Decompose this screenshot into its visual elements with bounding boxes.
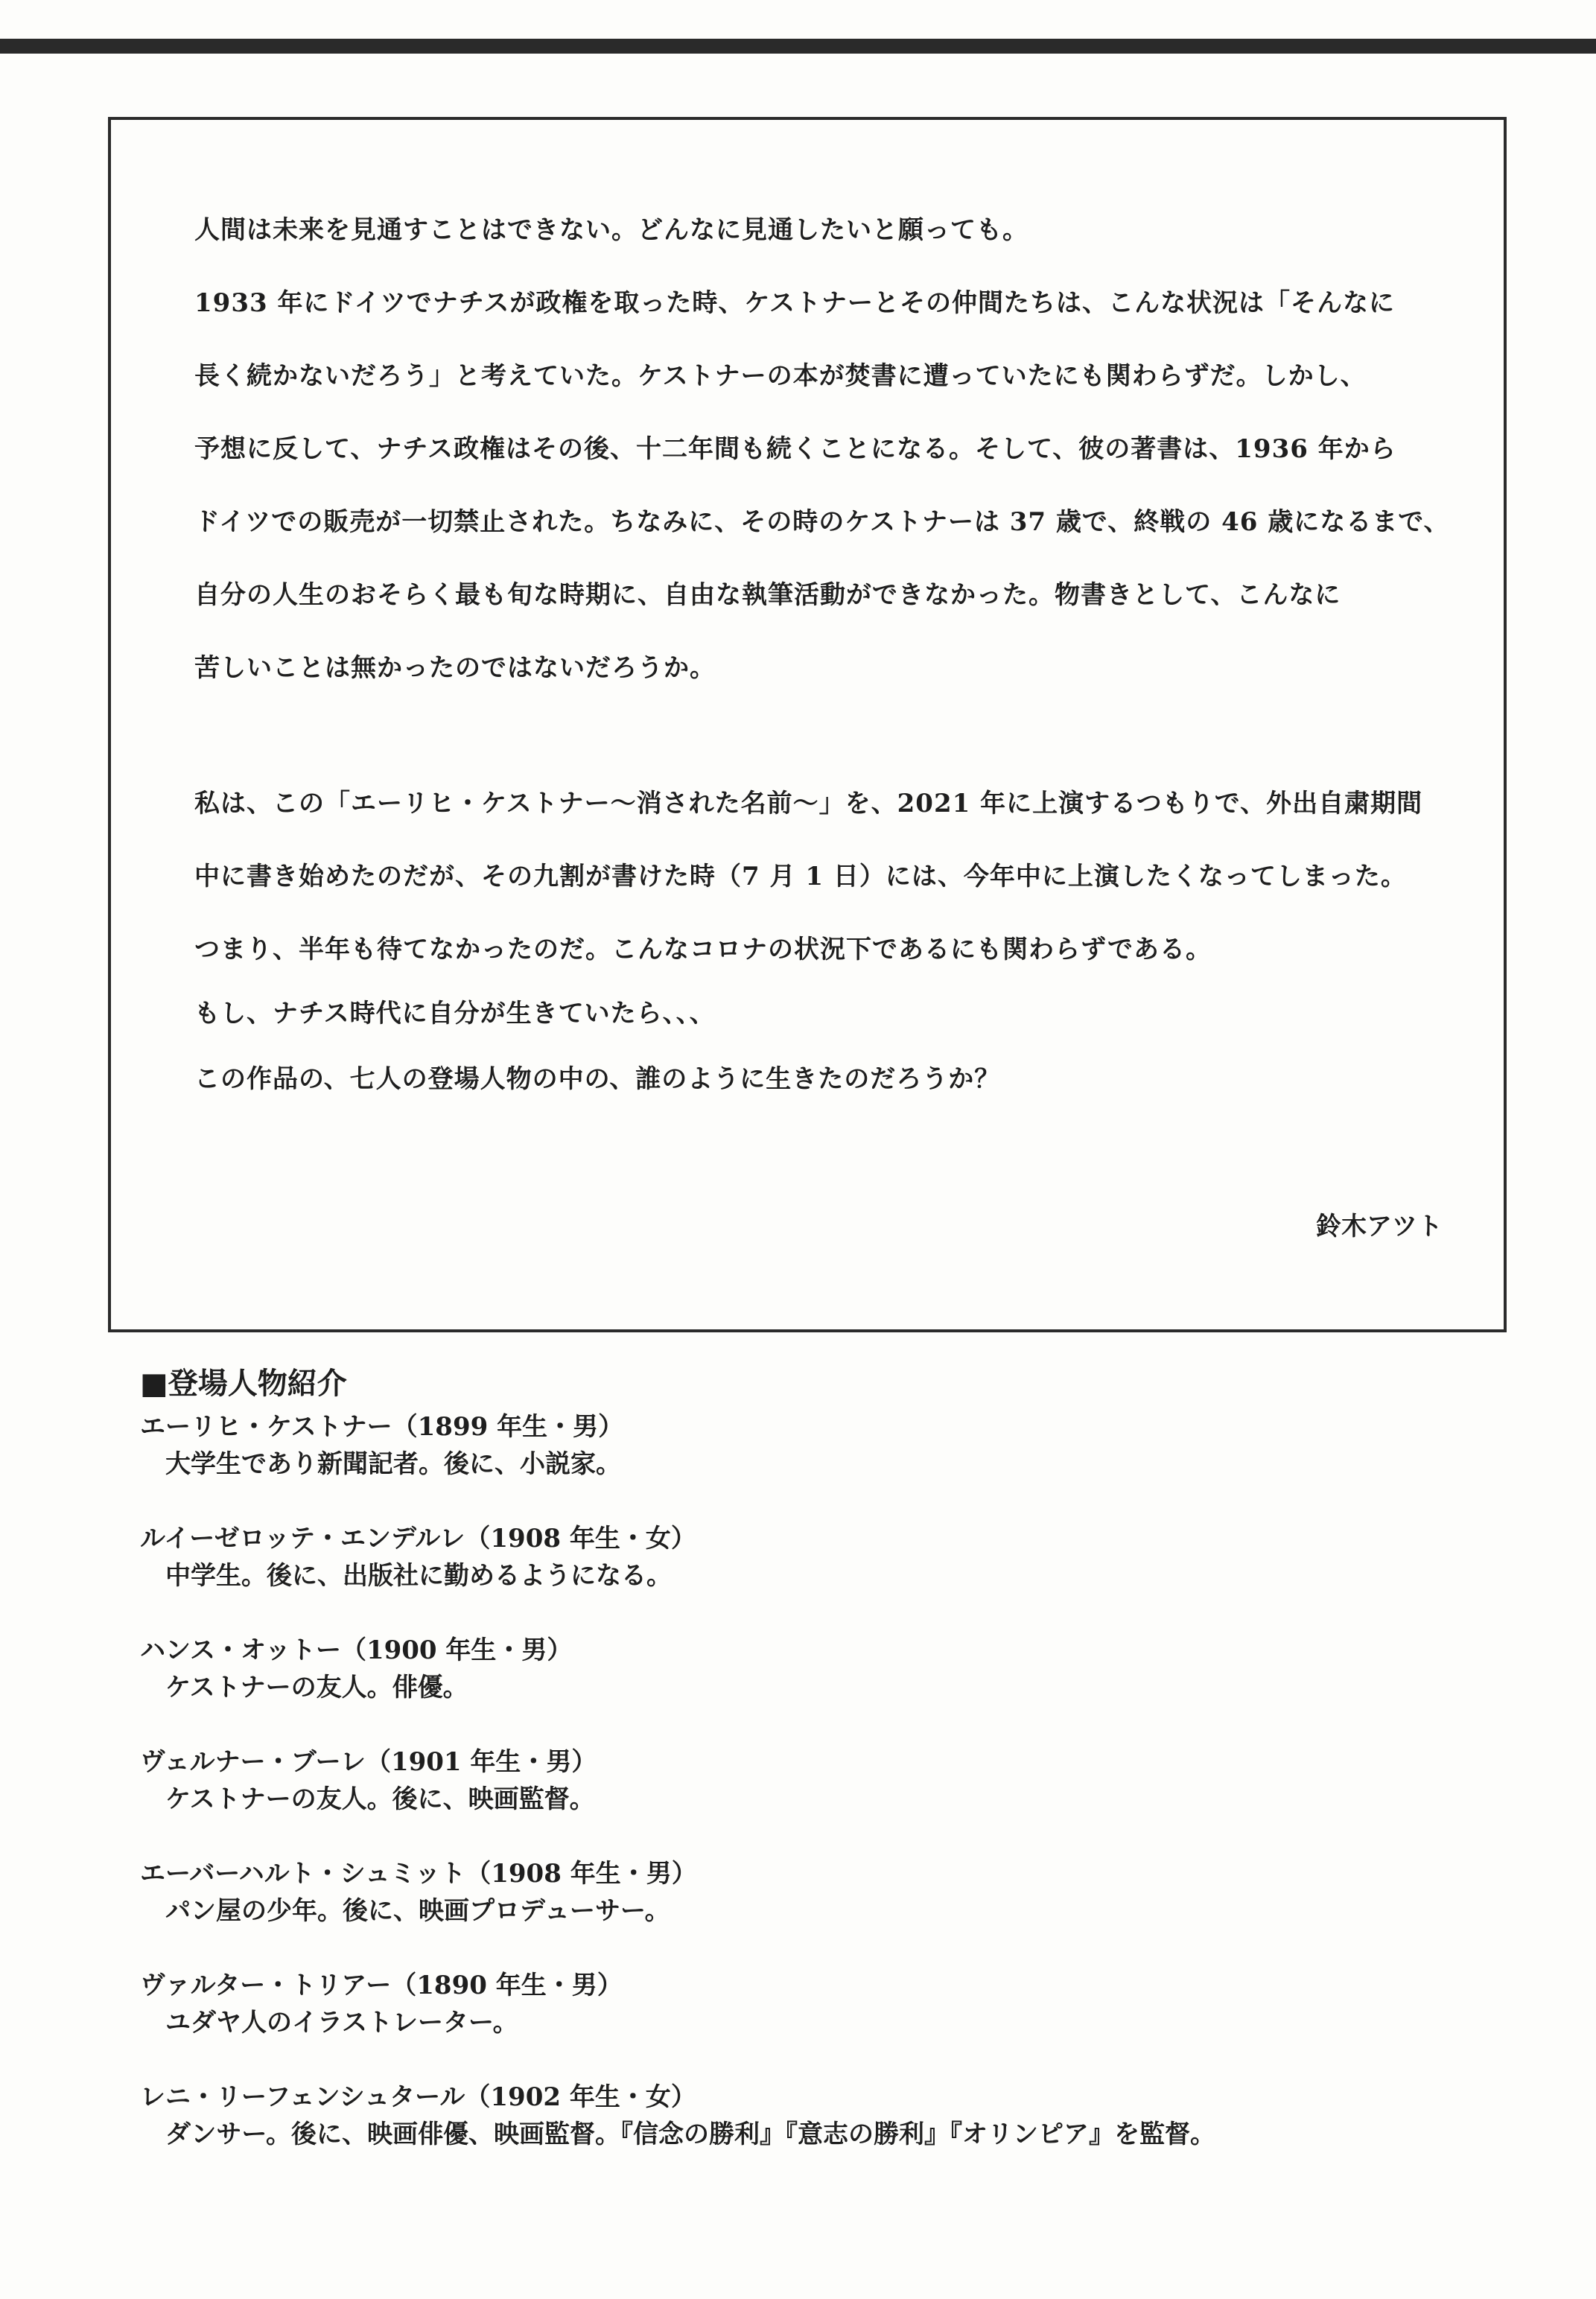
essay-line: 人間は未来を見通すことはできない。どんなに見通したいと願っても。: [194, 215, 1029, 245]
author-signature: 鈴木アツト: [1316, 1212, 1443, 1241]
cast-member-name: ハンス・オットー（1900 年生・男）: [140, 1635, 573, 1665]
essay-line: つまり、半年も待てなかったのだ。こんなコロナの状況下であるにも関わらずである。: [194, 935, 1212, 964]
essay-line: 予想に反して、ナチス政権はその後、十二年間も続くことになる。そして、彼の著書は、1936 年から: [194, 434, 1396, 464]
cast-member-desc: ユダヤ人のイラストレーター。: [165, 2008, 518, 2038]
cast-member-desc: パン屋の少年。後に、映画プロデューサー。: [165, 1896, 670, 1926]
essay-line: 中に書き始めたのだが、その九割が書けた時（7 月 1 日）には、今年中に上演したくなってしまった。: [194, 862, 1407, 891]
essay-line: 長く続かないだろう」と考えていた。ケストナーの本が焚書に遭っていたにも関わらずだ。しかし、: [194, 361, 1367, 391]
essay-line: この作品の、七人の登場人物の中の、誰のように生きたのだろうか？: [194, 1064, 1001, 1094]
cast-member-desc: ケストナーの友人。後に、映画監督。: [165, 1784, 595, 1814]
cast-member-desc: 中学生。後に、出版社に勤めるようになる。: [165, 1561, 672, 1591]
cast-member-desc: ケストナーの友人。俳優。: [165, 1673, 468, 1702]
essay-line: 苦しいことは無かったのではないだろうか。: [194, 653, 716, 683]
cast-member-name: ヴェルナー・ブーレ（1901 年生・男）: [140, 1747, 597, 1777]
cast-member-name: エーバーハルト・シュミット（1908 年生・男）: [140, 1859, 697, 1889]
cast-member-name: エーリヒ・ケストナー（1899 年生・男）: [140, 1412, 624, 1442]
cast-member-name: ルイーゼロッテ・エンデルレ（1908 年生・女）: [140, 1524, 696, 1554]
cast-member-name: ヴァルター・トリアー（1890 年生・男）: [140, 1971, 623, 2000]
essay-line: もし、ナチス時代に自分が生きていたら、、、: [194, 999, 716, 1028]
cast-member-desc: 大学生であり新聞記者。後に、小説家。: [165, 1449, 621, 1479]
top-border-bar: [0, 39, 1596, 54]
essay-line: ドイツでの販売が一切禁止された。ちなみに、その時のケストナーは 37 歳で、終戦の 46 歳になるまで、: [194, 507, 1450, 537]
essay-line: 1933 年にドイツでナチスが政権を取った時、ケストナーとその仲間たちは、こんな状況は「そんなに: [194, 288, 1396, 318]
cast-member-name: レニ・リーフェンシュタール（1902 年生・女）: [140, 2082, 696, 2112]
essay-line: 私は、この「エーリヒ・ケストナー～消された名前～」を、2021 年に上演するつもりで、外出自粛期間: [194, 789, 1423, 818]
essay-box: [108, 117, 1507, 1332]
cast-member-desc: ダンサー。後に、映画俳優、映画監督。『信念の勝利』『意志の勝利』『オリンピア』を監督。: [165, 2120, 1215, 2149]
cast-heading: ■登場人物紹介: [140, 1366, 347, 1401]
essay-line: 自分の人生のおそらく最も旬な時期に、自由な執筆活動ができなかった。物書きとして、こんなに: [194, 580, 1341, 610]
